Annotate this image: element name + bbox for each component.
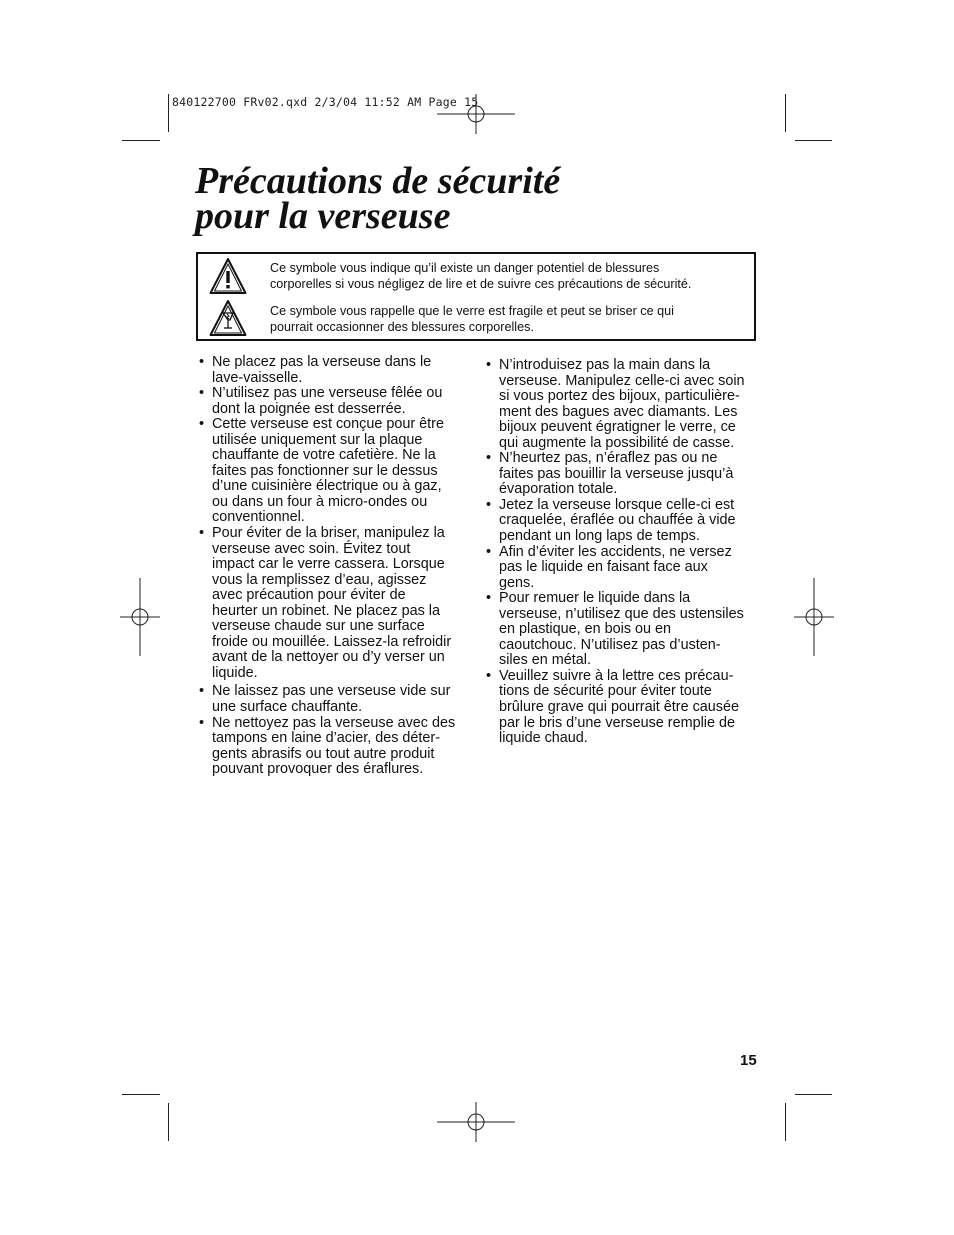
list-item-line: • Afin d’éviter les accidents, ne versez bbox=[499, 543, 732, 560]
list-item-line: • Jetez la verseuse lorsque celle-ci est bbox=[499, 496, 735, 513]
list-item-line: caoutchouc. N’utilisez pas d’usten- bbox=[499, 636, 721, 653]
list-item bbox=[484, 498, 774, 545]
list-item-line: tampons en laine d’acier, des déter- bbox=[212, 730, 440, 747]
list-item-line: tions de sécurité pour éviter toute bbox=[499, 683, 712, 700]
page-number: 15 bbox=[740, 1052, 757, 1069]
page-title bbox=[195, 160, 561, 237]
list-item-line: • Pour remuer le liquide dans la bbox=[499, 590, 691, 607]
list-item bbox=[197, 417, 477, 526]
list-item-line: verseuse, n’utilisez que des ustensiles bbox=[499, 605, 744, 622]
list-item-line: qui augmente la possibilité de casse. bbox=[499, 434, 735, 451]
page-title-line-1: Précautions de sécurité bbox=[195, 160, 561, 202]
list-item-line: • Ne laissez pas une verseuse vide sur bbox=[212, 683, 451, 700]
list-item-line: • Ne nettoyez pas la verseuse avec des bbox=[212, 714, 456, 731]
list-item-line: • Cette verseuse est conçue pour être bbox=[212, 416, 444, 433]
list-item bbox=[484, 358, 774, 451]
list-item bbox=[197, 684, 477, 715]
printer-slug: 840122700 FRv02.qxd 2/3/04 11:52 AM Page 15 bbox=[172, 95, 479, 109]
list-item-line: • N’utilisez pas une verseuse fêlée ou bbox=[212, 385, 443, 402]
list-item bbox=[197, 716, 477, 778]
list-item-line: vous la remplissez d’eau, agissez bbox=[212, 571, 427, 588]
list-item-line: froide ou mouillée. Laissez-la refroidir bbox=[212, 633, 452, 650]
list-item-line: conventionnel. bbox=[212, 509, 305, 526]
list-item-line: liquide. bbox=[212, 664, 258, 681]
list-item-line: une surface chauffante. bbox=[212, 699, 363, 716]
list-item-line: • Veuillez suivre à la lettre ces précau- bbox=[499, 667, 734, 684]
warning-symbol-description bbox=[270, 261, 745, 292]
list-item-line: par le bris d’une verseuse remplie de bbox=[499, 714, 735, 731]
list-item bbox=[484, 669, 774, 747]
registration-mark-left-icon bbox=[120, 578, 160, 658]
list-item-line: chauffante de votre cafetière. Ne la bbox=[212, 447, 436, 464]
list-item-line: liquide chaud. bbox=[499, 730, 588, 747]
list-item bbox=[197, 355, 477, 386]
list-item-line: siles en métal. bbox=[499, 652, 591, 669]
list-item bbox=[484, 591, 774, 669]
list-item bbox=[197, 526, 477, 681]
list-item-line: • Ne placez pas la verseuse dans le bbox=[212, 354, 432, 370]
registration-mark-top-icon bbox=[437, 94, 517, 134]
list-item-line: pendant un long laps de temps. bbox=[499, 528, 700, 545]
warning-text-line: Ce symbole vous indique qu’il existe un danger potentiel de blessures bbox=[270, 261, 660, 275]
list-item-line: utilisée uniquement sur la plaque bbox=[212, 431, 423, 448]
list-item-line: brûlure grave qui pourrait être causée bbox=[499, 699, 739, 716]
broken-glass-icon bbox=[208, 298, 248, 338]
list-item-line: ou dans un four à micro-ondes ou bbox=[212, 493, 428, 510]
list-item-line: pouvant provoquer des éraflures. bbox=[212, 761, 424, 778]
list-item-line: verseuse. Manipulez celle-ci avec soin bbox=[499, 372, 745, 389]
list-item bbox=[484, 545, 774, 592]
list-item bbox=[197, 386, 477, 417]
page-title-line-2: pour la verseuse bbox=[195, 195, 451, 237]
list-item-line: impact car le verre cassera. Lorsque bbox=[212, 556, 445, 573]
list-item-line: verseuse chaude sur une surface bbox=[212, 618, 425, 635]
list-item-line: avant de la nettoyer ou d’y verser un bbox=[212, 649, 445, 666]
safety-symbols-box bbox=[196, 252, 756, 341]
precautions-list-right bbox=[484, 358, 774, 747]
list-item-line: gens. bbox=[499, 574, 535, 591]
list-item-line: • Pour éviter de la briser, manipulez la bbox=[212, 525, 445, 542]
list-item-line: verseuse avec soin. Évitez tout bbox=[212, 540, 411, 557]
list-item-line: heurter un robinet. Ne placez pas la bbox=[212, 602, 440, 619]
warning-text-line: pourrait occasionner des blessures corporelles. bbox=[270, 319, 534, 334]
list-item-line: en plastique, en bois ou en bbox=[499, 621, 672, 638]
warning-text-line: corporelles si vous négligez de lire et de suivre ces précautions de sécurité. bbox=[270, 276, 692, 291]
list-item-line: évaporation totale. bbox=[499, 481, 618, 498]
fragile-glass-symbol-description bbox=[270, 304, 745, 335]
precautions-list-left bbox=[197, 355, 477, 778]
list-item-line: • N’heurtez pas, n’éraflez pas ou ne bbox=[499, 450, 718, 467]
list-item-line: bijoux peuvent égratigner le verre, ce bbox=[499, 419, 736, 436]
list-item-line: gents abrasifs ou tout autre produit bbox=[212, 745, 435, 762]
registration-mark-right-icon bbox=[794, 578, 834, 658]
list-item-line: ment des bagues avec diamants. Les bbox=[499, 403, 738, 420]
list-item-line: avec précaution pour éviter de bbox=[212, 587, 406, 604]
warning-text-line: Ce symbole vous rappelle que le verre est fragile et peut se briser ce qui bbox=[270, 304, 674, 318]
list-item-line: lave-vaisselle. bbox=[212, 369, 303, 386]
registration-mark-bottom-icon bbox=[437, 1102, 517, 1142]
list-item-line: faites pas fonctionner sur le dessus bbox=[212, 462, 438, 479]
list-item-line: pas le liquide en faisant face aux bbox=[499, 559, 708, 576]
warning-triangle-icon bbox=[208, 256, 248, 296]
list-item-line: si vous portez des bijoux, particulière- bbox=[499, 388, 740, 405]
list-item-line: craquelée, éraflée ou chauffée à vide bbox=[499, 512, 736, 529]
list-item-line: d’une cuisinière électrique ou à gaz, bbox=[212, 478, 442, 495]
list-item bbox=[484, 451, 774, 498]
list-item-line: faites pas bouillir la verseuse jusqu’à bbox=[499, 465, 734, 482]
list-item-line: • N’introduisez pas la main dans la bbox=[499, 357, 711, 373]
list-item-line: dont la poignée est desserrée. bbox=[212, 400, 406, 417]
